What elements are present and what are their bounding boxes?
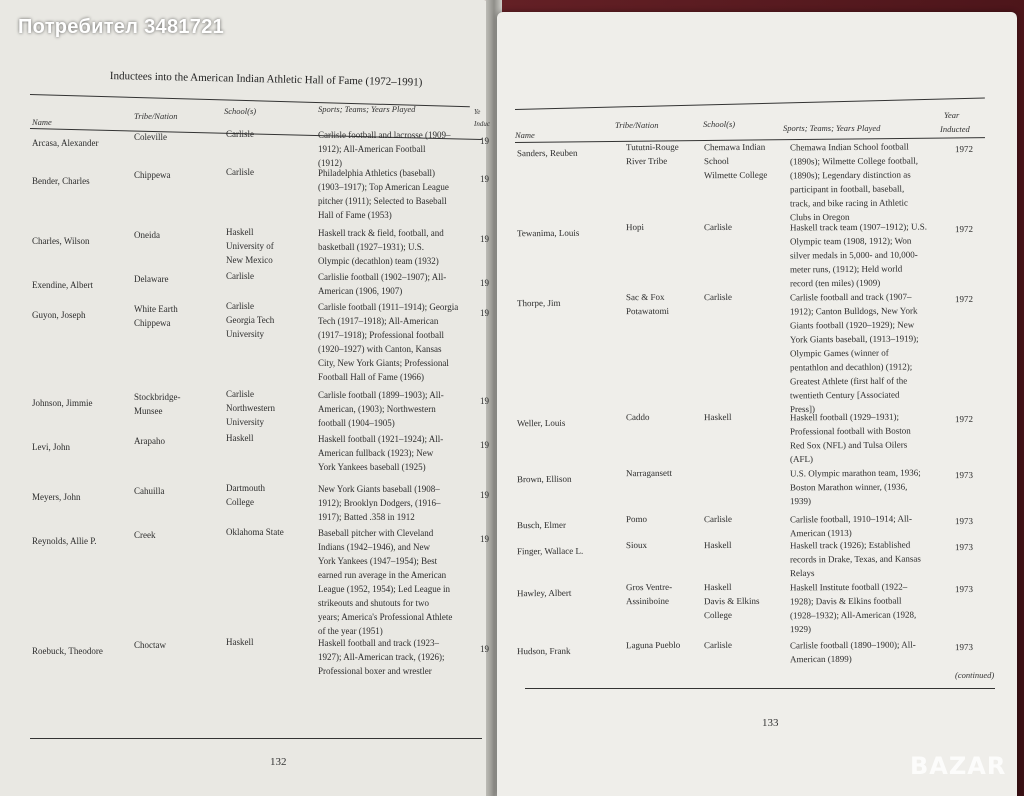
sports-detail: of the year (1951) [318, 626, 383, 636]
sports-detail: York Yankees baseball (1925) [318, 462, 426, 472]
inductee-name: Busch, Elmer [516, 519, 567, 531]
school-name: Haskell [703, 411, 732, 423]
sports-detail: 1912); Brooklyn Dodgers, (1916– [318, 498, 441, 508]
school-name: Georgia Tech [226, 315, 275, 325]
year-inducted-clipped: 19 [480, 644, 489, 654]
sports-detail: (1920–1927) with Canton, Kansas [318, 344, 442, 354]
school-name: University [226, 329, 264, 339]
sports-detail: silver medals in 5,000- and 10,000- [789, 249, 918, 261]
sports-detail: Carlisle football (1911–1914); Georgia [318, 302, 459, 312]
sports-detail: Giants football (1920–1929); New [789, 319, 915, 331]
year-inducted-clipped: 19 [480, 534, 489, 544]
year-inducted: 1973 [954, 641, 974, 653]
school-name: Davis & Elkins [703, 595, 760, 607]
sports-detail: Olympic (decathlon) team (1932) [318, 256, 439, 266]
sports-detail: 1928); Davis & Elkins football [789, 595, 902, 607]
school-name: Carlisle [703, 639, 733, 651]
tribe-nation: Laguna Pueblo [625, 639, 681, 651]
sports-detail: Greatest Athlete (first half of the [789, 375, 908, 387]
school-name: Carlisle [226, 271, 254, 281]
sports-detail: Professional boxer and wrestler [318, 666, 432, 676]
sports-detail: Hall of Fame (1953) [318, 210, 392, 220]
school-name: Carlisle [226, 301, 254, 311]
sports-detail: (AFL) [789, 453, 814, 465]
sports-detail: Haskell football (1929–1931); [789, 411, 900, 423]
year-inducted-clipped: 19 [480, 174, 489, 184]
sports-detail: (1903–1917); Top American League [318, 182, 449, 192]
tribe-nation: Pomo [625, 513, 648, 525]
inductee-name: Finger, Wallace L. [516, 545, 584, 557]
sports-detail: Haskell track & field, football, and [318, 228, 444, 238]
tribe-nation: Sioux [625, 539, 648, 551]
sports-detail: U.S. Olympic marathon team, 1936; [789, 467, 921, 479]
sports-detail: Haskell football (1921–1924); All- [318, 434, 444, 444]
header-year-right: Year [944, 110, 960, 120]
header-name-right: Name [515, 130, 535, 140]
sports-detail: American, (1903); Northwestern [318, 404, 436, 414]
sports-detail: 1917); Batted .358 in 1912 [318, 512, 415, 522]
footer-rule-left [30, 738, 482, 739]
sports-detail: City, New York Giants; Professional [318, 358, 449, 368]
sports-detail: Clubs in Oregon [789, 211, 850, 223]
year-inducted: 1972 [954, 413, 974, 425]
sports-detail: 1927); All-American track, (1926); [318, 652, 445, 662]
school-name: New Mexico [226, 255, 273, 265]
sports-detail: earned run average in the American [318, 570, 447, 580]
inductee-name: Roebuck, Theodore [32, 646, 103, 656]
inductee-name: Hudson, Frank [516, 645, 571, 657]
sports-detail: basketball (1927–1931); U.S. [318, 242, 424, 252]
tribe-nation: Chippewa [134, 170, 171, 180]
year-inducted: 1973 [954, 583, 974, 595]
school-name: Haskell [703, 539, 732, 551]
header-inducted-right: Inducted [940, 124, 970, 134]
sports-detail: Carlislie football (1902–1907); All- [318, 272, 447, 282]
page-title: Inductees into the American Indian Athletic Hall of Fame (1972–1991) [109, 70, 423, 89]
inductee-name: Sanders, Reuben [516, 147, 578, 159]
sports-detail: 1912); Canton Bulldogs, New York [789, 305, 918, 317]
inductee-name: Reynolds, Allie P. [32, 536, 97, 546]
page-number-right: 133 [762, 717, 779, 729]
sports-detail: Haskell track team (1907–1912); U.S. [789, 221, 928, 233]
tribe-nation: Arapaho [134, 436, 165, 446]
bazar-logo: BAZAR [910, 752, 1007, 780]
year-inducted: 1973 [954, 541, 974, 553]
tribe-nation: Oneida [134, 230, 160, 240]
sports-detail: Carlisle football, 1910–1914; All- [789, 513, 913, 525]
school-name: Dartmouth [226, 483, 265, 493]
header-tribe: Tribe/Nation [134, 111, 178, 121]
footer-rule-right [525, 688, 995, 689]
header-name: Name [32, 117, 52, 127]
sports-detail: Carlisle football (1890–1900); All- [789, 639, 916, 651]
sports-detail: Olympic Games (winner of [789, 347, 889, 359]
header-tribe-right: Tribe/Nation [615, 120, 659, 130]
header-year-clipped: Ye [474, 108, 481, 116]
sports-detail: Football Hall of Fame (1966) [318, 372, 424, 382]
tribe-nation: Caddo [625, 411, 650, 423]
sports-detail: track, and bike racing in Athletic [789, 197, 909, 209]
tribe-nation: Chippewa [134, 318, 171, 328]
tribe-nation: Potawatomi [625, 305, 670, 317]
header-sports: Sports; Teams; Years Played [318, 104, 416, 114]
sports-detail: record (ten miles) (1909) [789, 277, 881, 289]
inductee-name: Tewanima, Louis [516, 227, 580, 239]
school-name: School [703, 155, 730, 167]
right-page [497, 12, 1017, 796]
inductee-name: Charles, Wilson [32, 236, 90, 246]
inductee-name: Meyers, John [32, 492, 81, 502]
sports-detail: meter runs, (1912); Held world [789, 263, 903, 275]
header-sports-right: Sports; Teams; Years Played [783, 123, 881, 133]
sports-detail: pentathlon and decathlon) (1912); [789, 361, 913, 373]
year-inducted-clipped: 19 [480, 308, 489, 318]
sports-detail: Haskell track (1926); Established [789, 539, 911, 551]
tribe-nation: White Earth [134, 304, 178, 314]
continued-note: (continued) [955, 670, 995, 680]
sports-detail: American (1913) [789, 527, 852, 539]
year-inducted: 1973 [954, 469, 974, 481]
tribe-nation: Narragansett [625, 467, 673, 479]
sports-detail: Baseball pitcher with Cleveland [318, 528, 434, 538]
inductee-name: Weller, Louis [516, 417, 566, 429]
header-inducted-clipped: Induc [474, 120, 490, 128]
sports-detail: Indians (1942–1946), and New [318, 542, 430, 552]
inductee-name: Brown, Ellison [516, 473, 572, 485]
sports-detail: York Yankees (1947–1954); Best [318, 556, 438, 566]
school-name: Haskell [226, 227, 254, 237]
tribe-nation: Assiniboine [625, 595, 670, 607]
tribe-nation: Sac & Fox [625, 291, 665, 303]
sports-detail: (1912) [318, 158, 342, 168]
tribe-nation: Choctaw [134, 640, 166, 650]
sports-detail: Carlisle football and lacrosse (1909– [318, 130, 451, 140]
school-name: Carlisle [703, 291, 733, 303]
inductee-name: Levi, John [32, 442, 70, 452]
school-name: Carlisle [703, 221, 733, 233]
school-name: Carlisle [226, 129, 254, 139]
year-inducted-clipped: 19 [480, 234, 489, 244]
tribe-nation: River Tribe [625, 155, 668, 167]
header-school: School(s) [224, 106, 257, 116]
school-name: Carlisle [226, 389, 254, 399]
sports-detail: 1912); All-American Football [318, 144, 426, 154]
sports-detail: Haskell football and track (1923– [318, 638, 439, 648]
year-inducted-clipped: 19 [480, 490, 489, 500]
sports-detail: Carlisle football and track (1907– [789, 291, 912, 303]
sports-detail: Boston Marathon winner, (1936, [789, 481, 908, 493]
year-inducted: 1972 [954, 223, 974, 235]
inductee-name: Arcasa, Alexander [32, 138, 99, 148]
school-name: College [703, 609, 733, 621]
tribe-nation: Tututni-Rouge [625, 141, 679, 153]
sports-detail: (1890s); Legendary distinction as [789, 169, 911, 181]
sports-detail: participant in football, baseball, [789, 183, 905, 195]
tribe-nation: Delaware [134, 274, 169, 284]
sports-detail: Olympic team (1908, 1912); Won [789, 235, 912, 247]
watermark-username: Потребител 3481721 [18, 16, 225, 38]
sports-detail: American (1906, 1907) [318, 286, 403, 296]
inductee-name: Hawley, Albert [516, 587, 572, 599]
year-inducted: 1972 [954, 293, 974, 305]
sports-detail: (1928–1932); All-American (1928, [789, 609, 917, 621]
inductee-name: Johnson, Jimmie [32, 398, 93, 408]
sports-detail: Chemawa Indian School football [789, 141, 909, 153]
sports-detail: American fullback (1923); New [318, 448, 434, 458]
year-inducted-clipped: 19 [480, 440, 489, 450]
tribe-nation: Munsee [134, 406, 163, 416]
school-name: University [226, 417, 264, 427]
tribe-nation: Stockbridge- [134, 392, 181, 402]
sports-detail: pitcher (1911); Selected to Baseball [318, 196, 447, 206]
year-inducted-clipped: 19 [480, 136, 489, 146]
school-name: Carlisle [703, 513, 733, 525]
sports-detail: Red Sox (NFL) and Tulsa Oilers [789, 439, 908, 451]
tribe-nation: Creek [134, 530, 156, 540]
sports-detail: York Giants baseball, (1913–1919); [789, 333, 919, 345]
school-name: Haskell [226, 637, 254, 647]
sports-detail: Relays [789, 567, 815, 579]
inductee-name: Bender, Charles [32, 176, 90, 186]
sports-detail: (1890s); Wilmette College football, [789, 155, 918, 167]
tribe-nation: Coleville [134, 132, 167, 142]
sports-detail: Professional football with Boston [789, 425, 911, 437]
school-name: Oklahoma State [226, 527, 284, 537]
school-name: Haskell [703, 581, 732, 593]
tribe-nation: Gros Ventre- [625, 581, 673, 593]
sports-detail: 1939) [789, 495, 812, 507]
header-school-right: School(s) [703, 119, 736, 129]
school-name: Haskell [226, 433, 254, 443]
sports-detail: years; America's Professional Athlete [318, 612, 453, 622]
tribe-nation: Hopi [625, 221, 645, 233]
sports-detail: twentieth Century [Associated [789, 389, 900, 401]
sports-detail: Tech (1917–1918); All-American [318, 316, 439, 326]
sports-detail: (1917–1918); Professional football [318, 330, 444, 340]
sports-detail: records in Drake, Texas, and Kansas [789, 553, 921, 565]
sports-detail: strikeouts and shutouts for two [318, 598, 429, 608]
sports-detail: Haskell Institute football (1922– [789, 581, 908, 593]
school-name: Chemawa Indian [703, 141, 766, 153]
school-name: Wilmette College [703, 169, 768, 181]
sports-detail: Press]) [789, 403, 816, 415]
sports-detail: American (1899) [789, 653, 852, 665]
school-name: University of [226, 241, 274, 251]
sports-detail: Philadelphia Athletics (baseball) [318, 168, 435, 178]
year-inducted: 1973 [954, 515, 974, 527]
inductee-name: Thorpe, Jim [516, 297, 561, 309]
tribe-nation: Cahuilla [134, 486, 165, 496]
sports-detail: Carlisle football (1899–1903); All- [318, 390, 444, 400]
school-name: Northwestern [226, 403, 275, 413]
page-number-left: 132 [270, 756, 287, 768]
school-name: Carlisle [226, 167, 254, 177]
sports-detail: New York Giants baseball (1908– [318, 484, 440, 494]
sports-detail: football (1904–1905) [318, 418, 395, 428]
sports-detail: League (1952, 1954); Led League in [318, 584, 450, 594]
inductee-name: Guyon, Joseph [32, 310, 86, 320]
inductee-name: Exendine, Albert [32, 280, 93, 290]
year-inducted-clipped: 19 [480, 396, 489, 406]
sports-detail: 1929) [789, 623, 812, 635]
school-name: College [226, 497, 254, 507]
year-inducted-clipped: 19 [480, 278, 489, 288]
year-inducted: 1972 [954, 143, 974, 155]
